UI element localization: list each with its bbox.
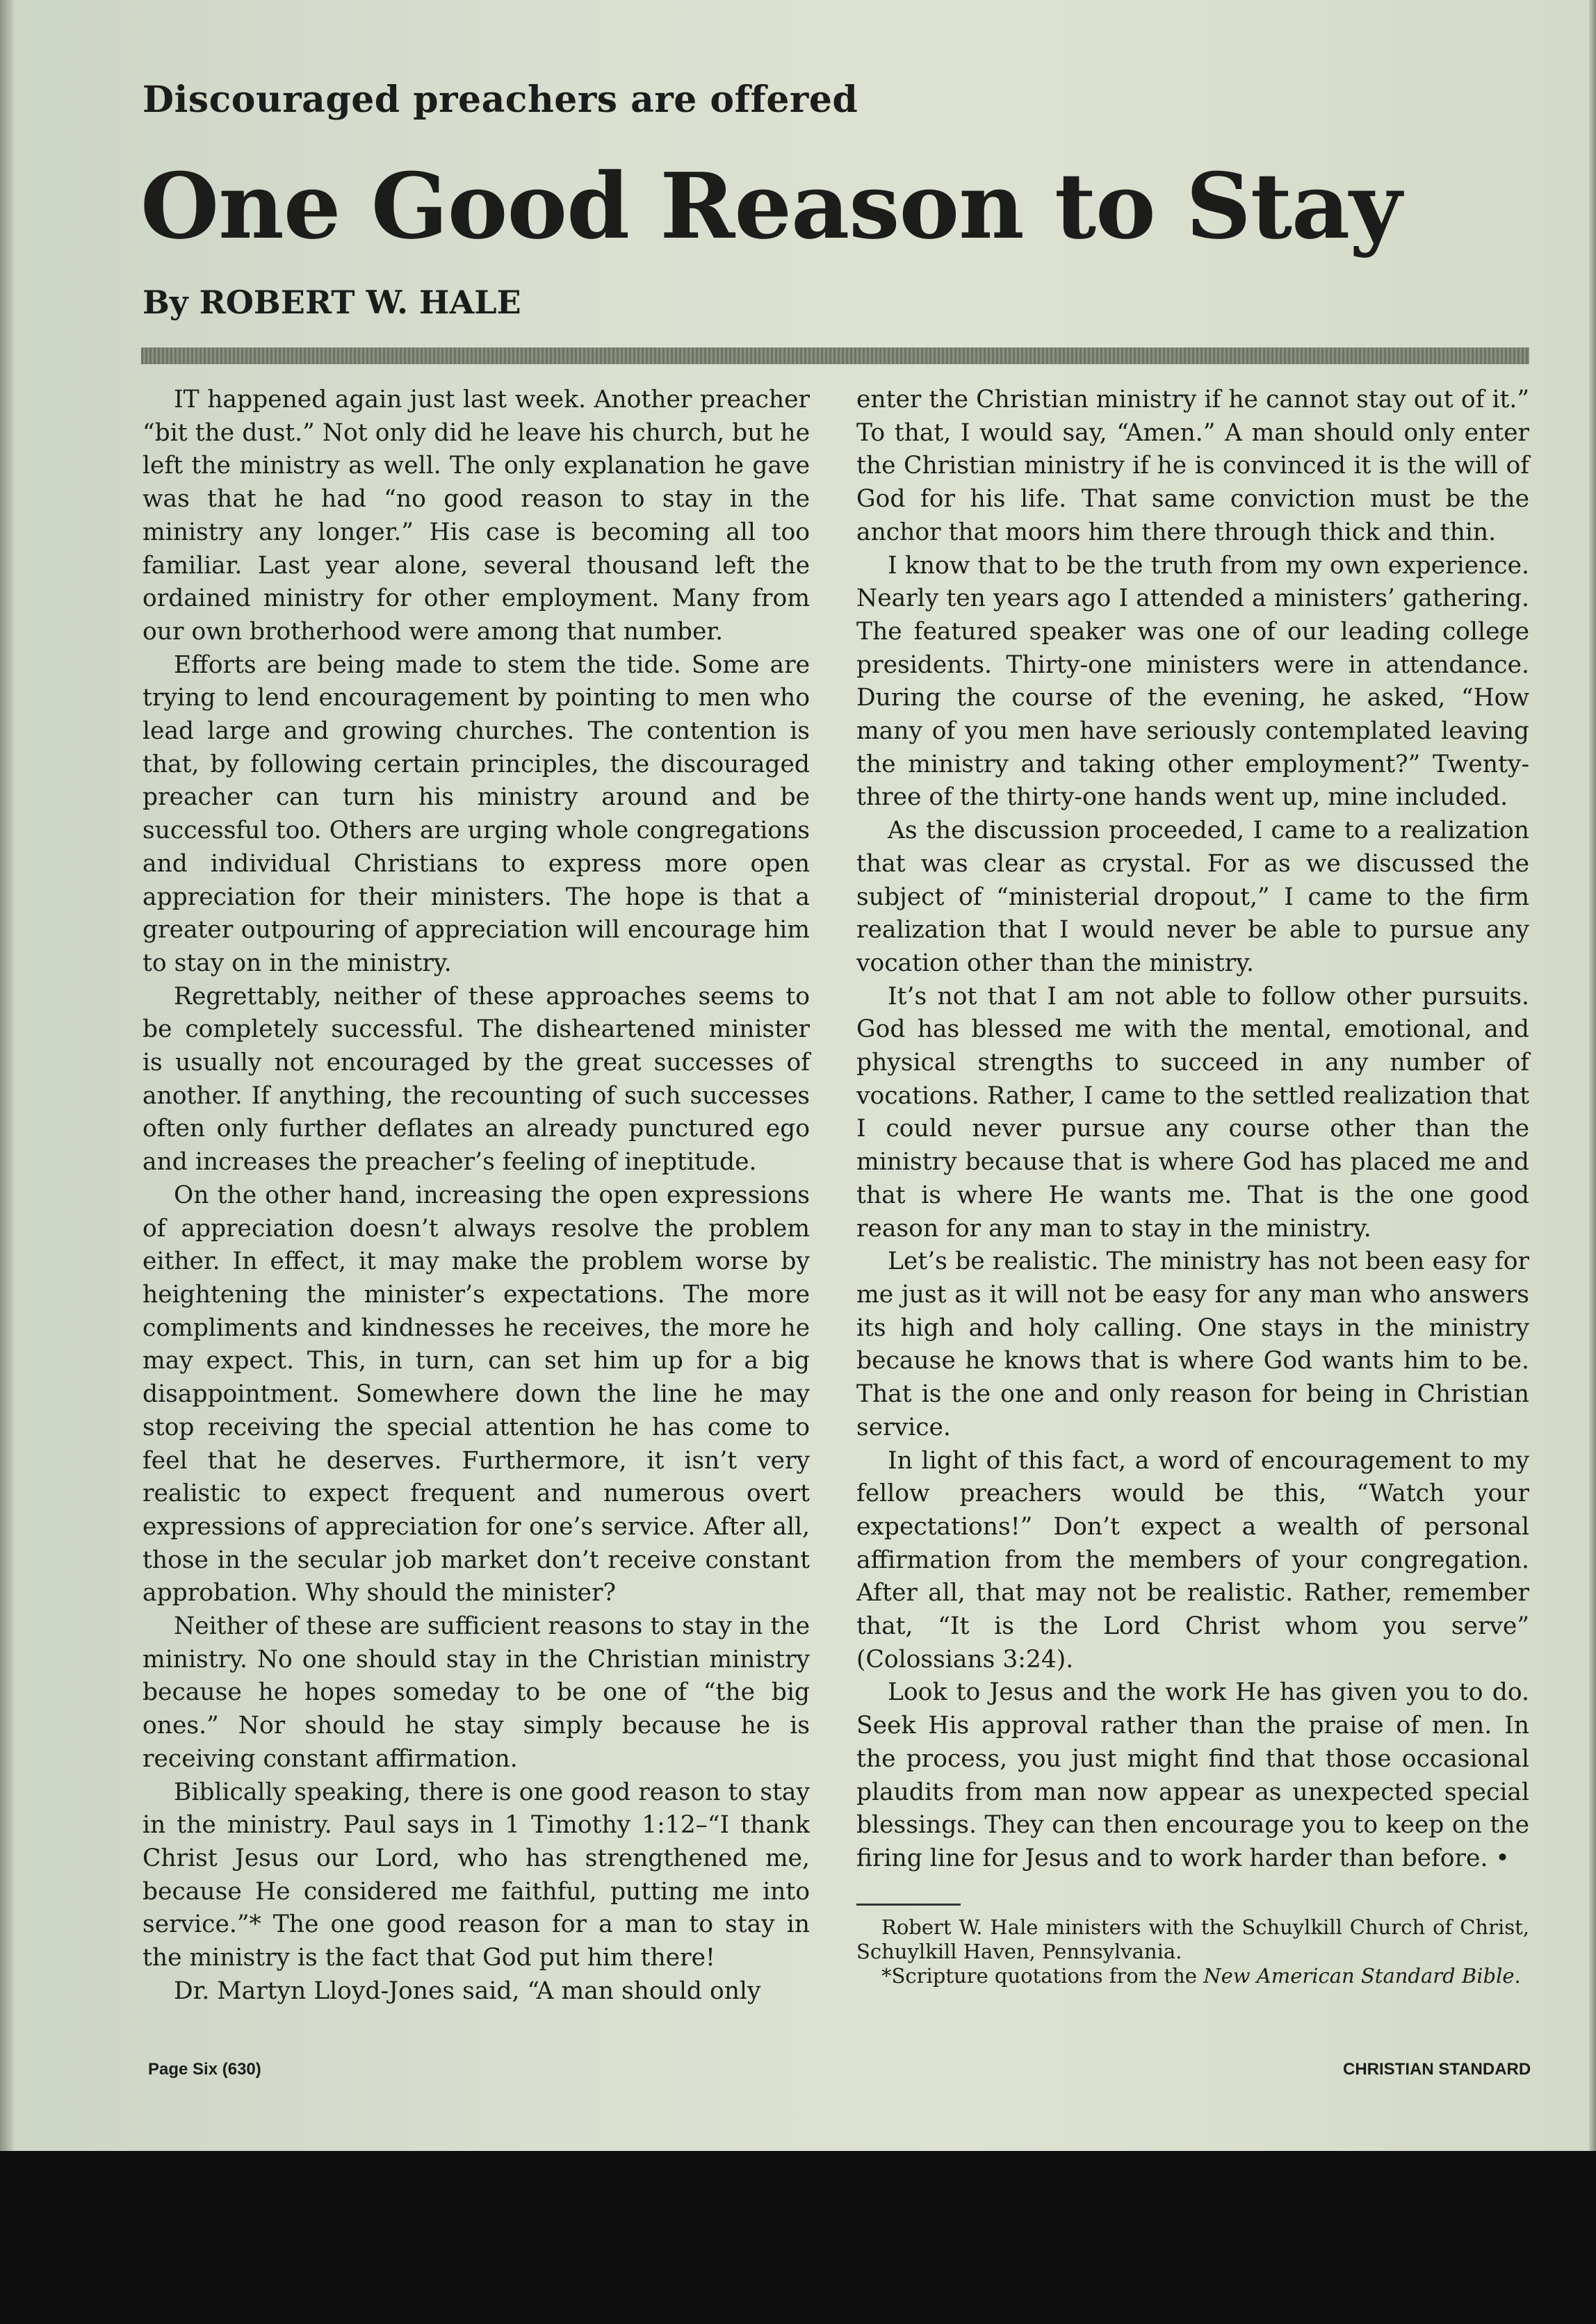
title-divider-rule [141, 347, 1529, 364]
paragraph: It’s not that I am not able to follow other pursuits. God has blessed me with the mental, emotional, and physical strengths to succeed in any number of vocations. Rather, I came to the settled realization that I could never pursue any course other than the ministry because that is where God has placed me and that is where He wants me. That is the one good reason for any man to stay in the ministry. [856, 982, 1529, 1243]
paragraph: I know that to be the truth from my own experience. Nearly ten years ago I attended a ministers’ gathering. The featured speaker was one of our leading college presidents. Thirty-one ministers were in attendance. During the course of the evening, he asked, “How many of you men have seriously contemplated leaving the ministry and taking other employment?” Twenty-three of the thirty-one hands went up, mine included. [856, 551, 1529, 812]
paragraph: In light of this fact, a word of encouragement to my fellow preachers would be this, “Watch your expectations!” Don’t expect a wealth of personal affirmation from the members of your congregation. After all, that may not be realistic. Rather, remember that, “It is the Lord Christ whom you serve” (Colossians 3:24). [856, 1446, 1529, 1674]
paragraph: Biblically speaking, there is one good reason to stay in the ministry. Paul says in 1 Timothy 1:12–“I thank Christ Jesus our Lord, who has strengthened me, because He considered me faithful, putting me into service.”* The one good reason for a man to stay in the ministry is the fact that God put him there! [142, 1778, 810, 1972]
paragraph: Look to Jesus and the work He has given you to do. Seek His approval rather than the praise of men. In the process, you just might find that those occasional plaudits from man now appear as unexpected special blessings. They can then encourage you to keep on the firing line for Jesus and to work harder than before. • [856, 1678, 1529, 1872]
paragraph: As the discussion proceeded, I came to a realization that was clear as crystal. For as we discussed the subject of “ministerial dropout,” I came to the firm realization that I would never be able to pursue any vocation other than the ministry. [856, 817, 1529, 977]
article-title: One Good Reason to Stay [140, 153, 1401, 259]
article-byline: By ROBERT W. HALE [142, 284, 521, 321]
article-column-right [856, 384, 1529, 1988]
bible-title: New American Standard Bible [1203, 1963, 1515, 1988]
paragraph: Let’s be realistic. The ministry has not been easy for me just as it will not be easy for any man who answers its high and holy calling. One stays in the ministry because he knows that is where God wants him to be. That is the one and only reason for being in Christian service. [856, 1247, 1529, 1441]
article-column-left [142, 384, 810, 2008]
paragraph-continued: enter the Christian ministry if he cannot stay out of it.” To that, I would say, “Amen.” A man should only enter the Christian ministry if he is convinced it is the will of God for his life. That same conviction must be the anchor that moors him there through thick and thin. [856, 386, 1529, 546]
author-bio: Robert W. Hale ministers with the Schuylkill Church of Christ, Schuylkill Haven, Pennsylvania. [856, 1915, 1529, 1963]
paragraph: Efforts are being made to stem the tide. Some are trying to lend encouragement by pointing to men who lead large and growing churches. The contention is that, by following certain principles, the discouraged preacher can turn his ministry around and be successful too. Others are urging whole congregations and individual Christians to express more open appreciation for their ministers. The hope is that a greater outpouring of appreciation will encourage him to stay on in the ministry. [142, 650, 810, 977]
paragraph: IT happened again just last week. Another preacher “bit the dust.” Not only did he leave his church, but he left the ministry as well. The only explanation he gave was that he had “no good reason to stay in the ministry any longer.” His case is becoming all too familiar. Last year alone, several thousand left the ordained ministry for other employment. Many from our own brotherhood were among that number. [142, 386, 810, 646]
page-number: Page Six (630) [148, 2060, 261, 2079]
paragraph: Neither of these are sufficient reasons to stay in the ministry. No one should stay in the Christian ministry because he hopes someday to be one of “the big ones.” Nor should he stay simply because he is receiving constant affirmation. [142, 1612, 810, 1773]
paragraph: Regrettably, neither of these approaches seems to be completely successful. The disheartened minister is usually not encouraged by the great successes of another. If anything, the recounting of such successes often only further deflates an already punctured ego and increases the preacher’s feeling of ineptitude. [142, 982, 810, 1177]
footnote [856, 1915, 1529, 1988]
article-kicker: Discouraged preachers are offered [142, 79, 858, 121]
paragraph: Dr. Martyn Lloyd-Jones said, “A man should only [174, 1977, 761, 2005]
scripture-note: *Scripture quotations from the New American Standard Bible. [881, 1963, 1521, 1988]
paragraph: On the other hand, increasing the open expressions of appreciation doesn’t always resolve the problem either. In effect, it may make the problem worse by heightening the minister’s expectations. The more compliments and kindnesses he receives, the more he may expect. This, in turn, can set him up for a big disappointment. Somewhere down the line he may stop receiving the special attention he has come to feel that he deserves. Furthermore, it isn’t very realistic to expect frequent and numerous overt expressions of appreciation for one’s service. After all, those in the secular job market don’t receive constant approbation. Why should the minister? [142, 1181, 810, 1607]
footnote-rule [856, 1904, 961, 1906]
publication-name: CHRISTIAN STANDARD [1343, 2060, 1531, 2079]
